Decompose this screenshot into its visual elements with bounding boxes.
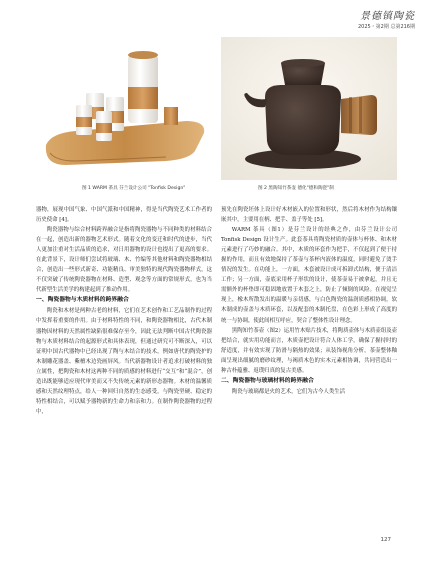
figure-1-warm-tea-set-photo <box>36 37 211 180</box>
figure-2-caption: 图 2 黑陶知竹茶壶 德化"德和陶瓷"制 <box>258 186 334 191</box>
black-pottery-teapot-illustration <box>221 37 397 180</box>
issue-line: 2025・第2期 总第216期 <box>357 24 415 30</box>
section-heading-2: 二、陶瓷器物与玻璃材料的跨界融合 <box>221 377 314 384</box>
right-text-column <box>221 205 397 397</box>
paragraph: 陶瓷与玻璃都是火的艺术，它们为古今人类生活 <box>231 388 346 395</box>
paragraph: 黑陶知竹茶壶（图2）运用竹木贴片技术，将陶质壶体与木质壶组及壶把结合，就实用功能而言，木质壶把设计符合人体工学，确保了握持时的舒适度，并有效实现了防滑与隔热的效果；从装饰视角分析，茶壶整体釉面呈现出细腻的磨砂纹理，与褐质木色的实木元素相协调，共同营造出一种古朴蕴雅、返璞归真的复古美感。 <box>221 327 397 374</box>
paragraph: WARM 茶具（图1）是芬兰设计的经典之作，由芬兰设计公司 Tonfisk Design 设计生产。此套茶具将陶瓷材质的壶体与杯体、和木材元素进行了巧妙的融合。其中，木质的环套作为把手，不仅起到了便于持握的作用，而且有效地保持了茶壶与茶杯内液体的温度，同时避免了烫手情况的发生。在功能上，一方面，木套被设计成可拆卸式结构，便于清洁工作；另一方面，壶底采用杯子形状的设计，使茶壶易于被拿起，并且无需额外的杯垫即可稳固地放置于木套之上，防止了倾倒的风险。在视觉呈现上，橡木所散发出的温暖与亲切感，与白色陶瓷的温润质感相协调，软木制成的壶盖与木质环套，以及配套的木制托盘，在色彩上形成了高度的统一与协调，使此间相互呼应，契合了整体性设计理念。 <box>221 227 397 324</box>
left-text-column <box>36 205 212 417</box>
paragraph: 陶瓷器物与综合材料跨界融合是指将陶瓷器物与不同种类的材料结合在一起，创造出新的器物艺术形式。随着文化的变迁和时代的进步，当代人更加注重对生活品质的追求，对日用器物的设计也提出了更高的要求。在此背景下，设计师们尝试将玻璃、木、竹编等其他材料和陶瓷器物相结合，创造出一些形式新奇、功能精良、审美独特的现代陶瓷器物样式，这不仅突破了传统陶瓷器物在材料、造型、观念等方面的常规形式，也为当代新型生活美学的构建起到了推动作用。 <box>36 227 212 294</box>
journal-name: 景德镇陶瓷 <box>360 11 415 22</box>
section-heading-1: 一、陶瓷器物与木质材料的跨界融合 <box>36 297 129 304</box>
figure-2-black-pottery-teapot-photo <box>221 37 397 180</box>
figure-1-caption: 图 1 WARM 茶具 芬兰设计公司 "Tonfisk Design" <box>82 186 186 191</box>
paragraph: 器物，展现中国气象、中国气派和中国精神，得是当代陶瓷艺术工作者的历史使命 [4]。 <box>36 207 212 224</box>
paragraph: 陶瓷和木材是两种古老的材料，它们在艺术创作和工艺品制作的过程中发挥着重要的作用。由于材料特性的不同，和陶瓷器物相比，古代木制器物因材料的天然属性缺陷很难保存至今，因此无法判断中国古代陶瓷器物与木质材料结合的起源形式和具体表现，但通过研究可不断深入，可以证明中国古代器物中已经出现了陶与木结合的技术，例如唐代的陶瓷护的木制雕花器盖、紫檀木边瓷画屏风。当代新器物设计者追求打破材料的独立属性，把陶瓷和木材这两种不同的质感的材料进行“交互”和“混合”，创造出既能够适应现代审美而又不失传统元素的新形态器物。木材的温馨质感和天然纹理特点，给人一种回归自然的生态感受，与陶瓷坚硬、稳定的特性相结合，可以赋予器物新的生命力和亲和力。在制作陶瓷器物的过程中， <box>36 308 212 415</box>
page-number: 127 <box>380 537 391 543</box>
paragraph: 预先在陶瓷坯体上设计好木材嵌入的位置和形状，然后将木材作为结构镶嵌其中，主要用在柄、把手、盖子等处 [5]。 <box>221 207 397 224</box>
running-header <box>358 7 415 30</box>
warm-tea-set-illustration <box>36 37 211 180</box>
